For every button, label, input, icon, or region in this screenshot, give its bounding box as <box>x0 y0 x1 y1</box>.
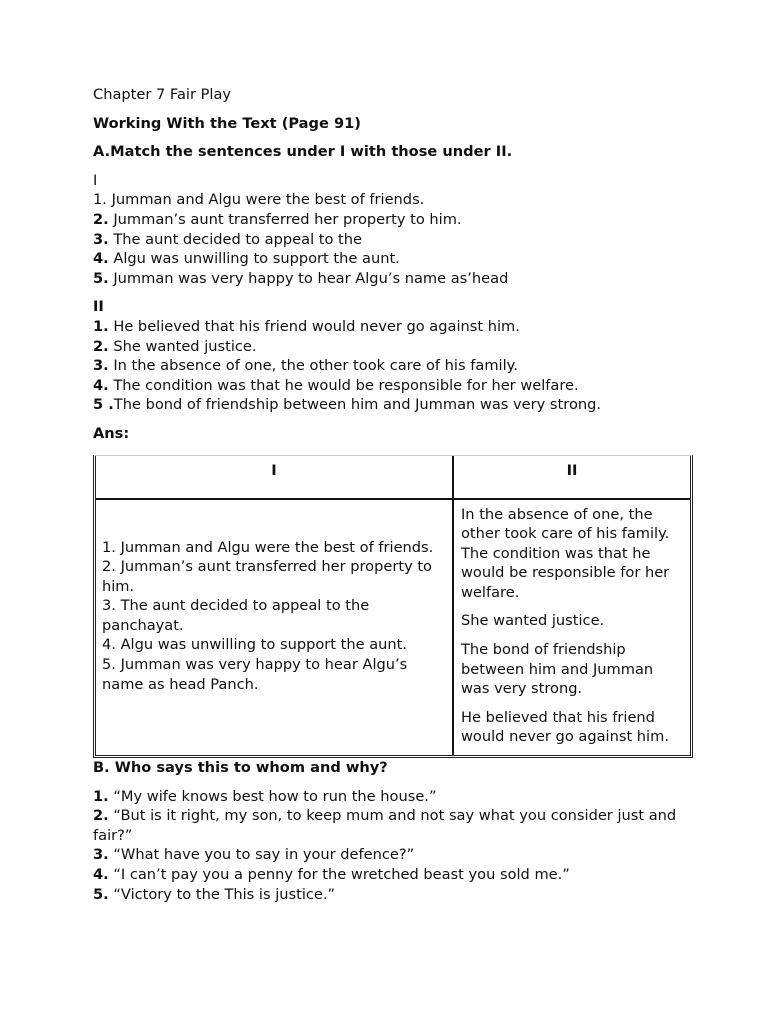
item-number: 2. <box>93 807 109 825</box>
list-item <box>93 190 703 210</box>
table-cell-right <box>454 500 690 756</box>
table-header-row <box>96 456 690 500</box>
list-item <box>93 269 703 289</box>
document-page <box>93 85 703 904</box>
item-number: 4. <box>93 250 109 268</box>
section-a-heading: A.Match the sentences under I with those under II. <box>93 143 513 161</box>
item-number: 3. <box>93 357 109 375</box>
list-item <box>93 865 703 885</box>
item-text: The aunt decided to appeal to the <box>108 230 363 248</box>
item-number: 3. <box>93 230 109 248</box>
column-i-list <box>93 171 703 289</box>
item-text: The bond of friendship between him and Jumman was very strong. <box>113 396 602 414</box>
section-b-heading: B. Who says this to whom and why? <box>93 759 388 777</box>
list-item <box>93 317 703 337</box>
item-number: 5. <box>93 269 109 287</box>
column-ii-list <box>93 297 703 415</box>
list-item <box>93 210 703 230</box>
ans-label: Ans: <box>93 424 130 442</box>
answer-table <box>93 455 693 759</box>
item-text: The condition was that he would be responsible for her welfare. <box>108 376 579 394</box>
answer-right-paragraph: The bond of friendship between him and Jumman was very strong. <box>461 641 654 698</box>
list-item <box>93 885 703 905</box>
item-number: 4. <box>93 866 109 883</box>
column-i-label: I <box>93 171 98 189</box>
item-text: Jumman’s aunt transferred her property to him. <box>108 210 462 228</box>
item-text: “Victory to the This is justice.” <box>108 885 336 903</box>
answer-right-paragraph: He believed that his friend would never go against him. <box>461 708 669 746</box>
table-cell-left <box>96 500 454 756</box>
item-text: He believed that his friend would never go against him. <box>108 317 520 335</box>
table-header-ii: II <box>454 456 690 500</box>
item-text: Algu was unwilling to support the aunt. <box>108 250 400 268</box>
item-text: Jumman and Algu were the best of friends. <box>106 191 425 209</box>
list-item <box>93 376 703 396</box>
item-text: In the absence of one, the other took care of his family. <box>108 357 518 375</box>
list-item <box>93 787 703 807</box>
item-number: 2. <box>93 210 109 228</box>
list-item <box>93 230 703 250</box>
table-header-i: I <box>96 456 454 500</box>
working-heading: Working With the Text (Page 91) <box>93 114 361 132</box>
answer-left-row: 5. Jumman was very happy to hear Algu’s name as head Panch. <box>102 656 408 693</box>
item-number: 1. <box>93 787 109 805</box>
item-number: 4. <box>93 376 109 394</box>
list-item <box>93 845 703 865</box>
list-item <box>93 806 703 845</box>
item-number: 5. <box>93 885 109 903</box>
answer-right-paragraph: She wanted justice. <box>461 612 605 630</box>
item-number: 5 . <box>93 396 114 414</box>
list-item <box>93 249 703 269</box>
column-ii-label: II <box>93 298 104 316</box>
list-item <box>93 337 703 357</box>
answer-right-paragraph: In the absence of one, the other took care of his family. The condition was that he would be responsible for her welfare. <box>461 505 670 601</box>
answer-left-row: 3. The aunt decided to appeal to the panchayat. <box>102 597 370 634</box>
list-item <box>93 356 703 376</box>
answer-left-row: 1. Jumman and Algu were the best of friends. <box>102 538 434 556</box>
item-text: She wanted justice. <box>108 337 257 355</box>
answer-left-row: 2. Jumman’s aunt transferred her property to him. <box>102 558 432 595</box>
item-text: “I can’t pay you a penny for the wretched beast you sold me.” <box>108 866 570 883</box>
item-text: “What have you to say in your defence?” <box>108 846 415 864</box>
table-row <box>96 500 690 756</box>
item-text: Jumman was very happy to hear Algu’s name as’head <box>108 269 509 287</box>
item-number: 1. <box>93 191 107 209</box>
item-text: “But is it right, my son, to keep mum and not say what you consider just and fair?” <box>93 807 677 844</box>
item-number: 1. <box>93 317 109 335</box>
list-item <box>93 395 703 415</box>
item-number: 3. <box>93 846 109 864</box>
item-text: “My wife knows best how to run the house.” <box>108 787 437 805</box>
chapter-title: Chapter 7 Fair Play <box>93 86 232 103</box>
section-b <box>93 758 703 904</box>
item-number: 2. <box>93 337 109 355</box>
answer-left-row: 4. Algu was unwilling to support the aunt. <box>102 636 408 654</box>
